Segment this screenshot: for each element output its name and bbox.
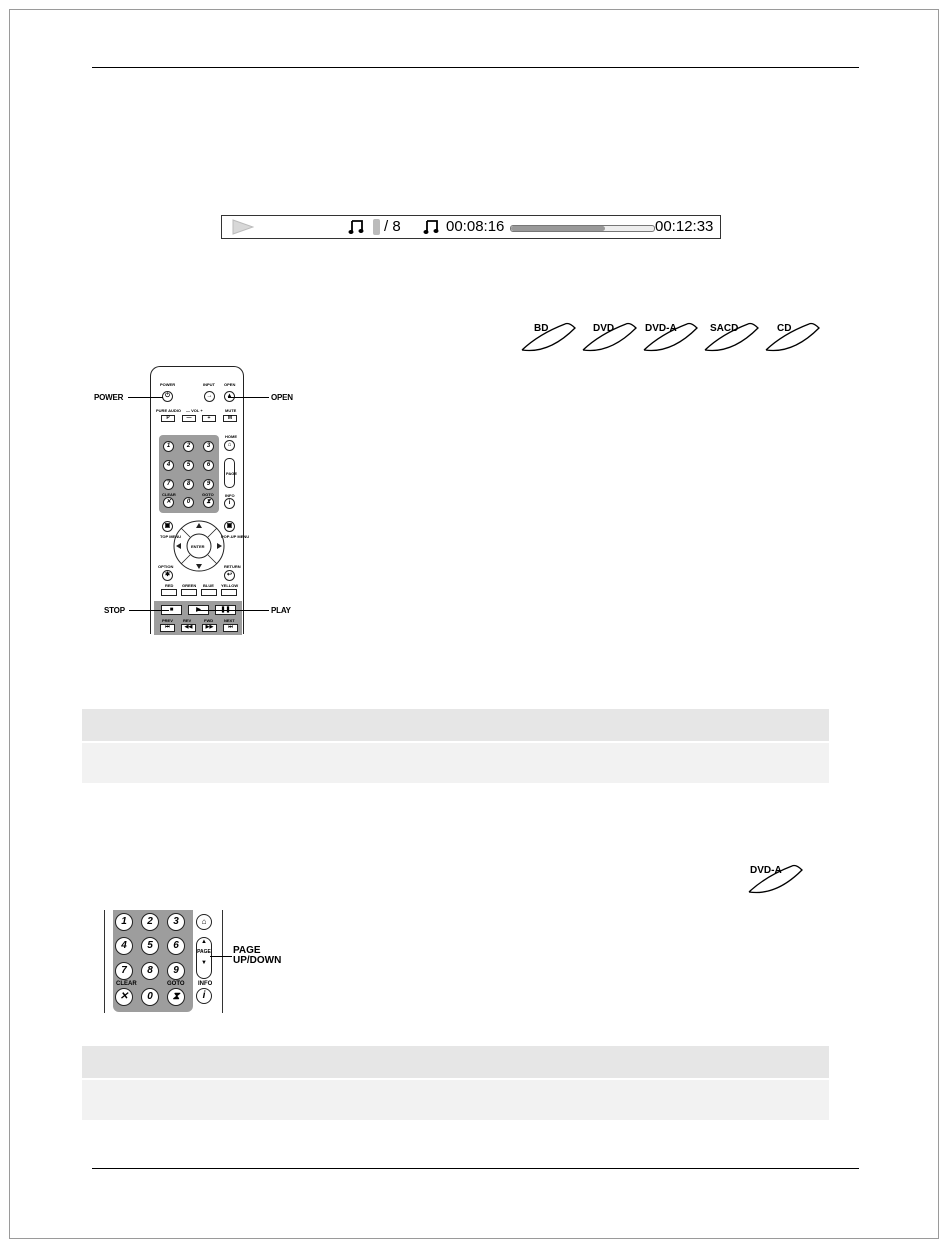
disc-icon-dvd-a: DVD-A [641,320,701,354]
eject-icon: ▲ [224,391,235,402]
music-note-icon [423,219,439,235]
table-row [82,743,829,783]
table-row [82,1080,829,1120]
table-header-row [82,709,829,741]
play-triangle-icon [232,219,254,235]
leader-line [210,956,232,957]
page-callout-line1: PAGE [233,945,261,956]
callout-stop: STOP [104,606,125,615]
total-time: 00:12:33 [655,218,714,235]
pause-icon: ❚❚ [215,605,236,615]
disc-icon-bd: BD [519,320,579,354]
popup-menu-icon: ▣ [224,521,235,532]
blue-button [201,589,217,596]
option-icon: ✱ [162,570,173,581]
top-menu-icon: ▣ [162,521,173,532]
home-icon: ⌂ [196,914,212,930]
fwd-icon: ▶▶ [202,624,217,632]
leader-line [228,397,269,398]
disc-icon-dvd: DVD [580,320,640,354]
page-callout-line2: UP/DOWN [233,955,282,966]
progress-fill [511,226,605,231]
keypad-detail-illustration: 1 2 3 4 5 6 7 8 9 CLEAR GOTO ✕ 0 ⧗ ⌂ ▲ PAGE ▼ INFO i [104,910,223,1013]
progress-bar [510,225,655,232]
green-button [181,589,197,596]
header-rule [92,67,859,68]
leader-line [196,610,269,611]
leader-line [129,610,169,611]
disc-icon-cd: CD [763,320,823,354]
playback-status-bar [221,215,721,239]
page-rocker: ▲ PAGE ▼ [196,937,212,979]
info-icon: i [196,988,212,1004]
home-icon: ⌂ [224,440,235,451]
info-icon: i [224,498,235,509]
table-header-row [82,1046,829,1078]
red-button [161,589,177,596]
remote-control-illustration: POWER INPUT OPEN ⏻ → ▲ PURE AUDIO — VOL + MUTE P — + M 1 2 3 4 5 6 7 8 9 CLEAR GOTO ✕ 0 ⧗ HOME ⌂ PAGE INFO i ENTER ▣ ▣ TOP MENU POP-UP MENU OPTION RETURN ✱ ↩ RED GREEN BLUE YELLOW ■ ▶ ❚❚ PREV REV FWD NEXT ⏮ ◀◀ ▶▶ ⏭ [150,366,244,634]
next-icon: ⏭ [223,624,238,632]
disc-icon-sacd: SACD [702,320,762,354]
yellow-button [221,589,237,596]
remote-keypad: 1 2 3 4 5 6 7 8 9 CLEAR GOTO ✕ 0 ⧗ [159,435,219,513]
callout-open: OPEN [271,393,293,402]
elapsed-time: 00:08:16 [446,218,505,235]
prev-icon: ⏮ [160,624,175,632]
callout-power: POWER [94,393,124,402]
track-count: / 8 [384,218,401,235]
play-icon: ▶ [188,605,209,615]
power-icon: ⏻ [162,391,173,402]
music-note-icon [348,219,364,235]
rev-icon: ◀◀ [181,624,196,632]
input-icon: → [204,391,215,402]
leader-line [128,397,163,398]
callout-play: PLAY [271,606,291,615]
return-icon: ↩ [224,570,235,581]
page-rocker: PAGE [224,458,235,488]
stop-icon: ■ [161,605,182,615]
angle-icon [373,219,380,235]
footer-rule [92,1168,859,1169]
disc-icon-dvd-a: DVD-A [746,862,806,896]
transport-panel: ■ ▶ ❚❚ PREV REV FWD NEXT ⏮ ◀◀ ▶▶ ⏭ [154,601,242,635]
